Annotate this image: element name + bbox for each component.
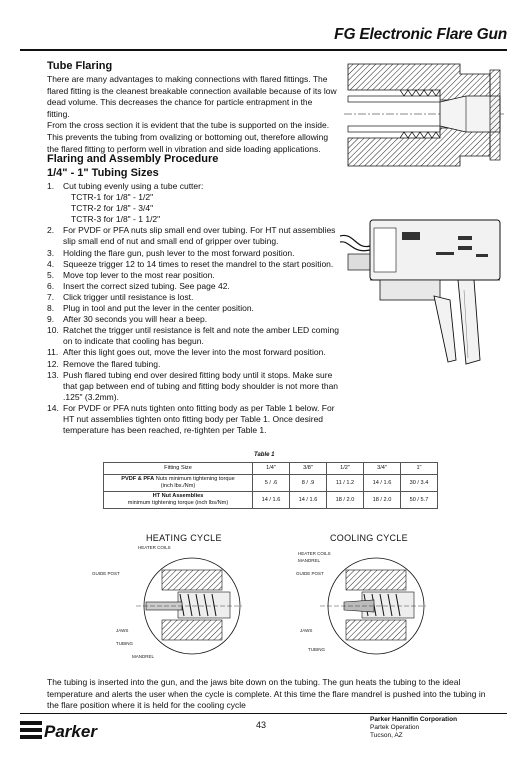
step-text: Cut tubing evenly using a tube cutter: (63, 181, 204, 191)
step-number: 1. (47, 181, 55, 191)
step-item (47, 225, 367, 247)
table-header-row (104, 463, 438, 475)
step-number: 12. (47, 358, 59, 369)
table-header-cell: 1/2" (327, 463, 364, 475)
cooling-label-mandrel: MANDREL (298, 558, 321, 563)
flared-fitting-cross-section-illustration (340, 60, 508, 170)
step-item (47, 370, 367, 403)
step-text-line: For PVDF or PFA nuts slip small end over tubing. For HT nut assemblies (63, 225, 336, 236)
heating-cycle-title: HEATING CYCLE (146, 533, 222, 543)
row-label-line2: minimum tightening torque (inch lbs/Nm) (127, 500, 229, 506)
step-number: 2. (47, 225, 55, 236)
cooling-label-guide-post: GUIDE POST (296, 571, 324, 576)
paragraph-line: temperature and alerts the user when the cycle is complete. At this time the flare mandrel is pushed into the tubing in (47, 688, 486, 699)
step-number: 3. (47, 247, 55, 258)
table-cell: 14 / 1.6 (364, 475, 401, 492)
table-row (104, 475, 438, 492)
step-item (47, 359, 367, 370)
table-cell: 18 / 2.0 (364, 492, 401, 509)
step-text-line: Insert the correct sized tubing. See page 42. (63, 280, 230, 291)
page-number: 43 (256, 720, 267, 730)
heating-label-guide-post: GUIDE POST (92, 571, 120, 576)
row-label-line2: (inch lbs./Nm) (160, 483, 196, 489)
header-rule (20, 49, 507, 51)
step-item (47, 248, 367, 259)
step-item (47, 347, 367, 358)
tube-flaring-heading: Tube Flaring (47, 60, 113, 72)
step-text-line: .125" (3.2mm). (63, 391, 119, 402)
tube-cutter-item: TCTR-1 for 1/8" - 1/2" (71, 192, 154, 203)
table-caption: Table 1 (254, 452, 275, 458)
step-text-line: temperature has been reached, re-tighten per Table 1. (63, 425, 267, 436)
step-item (47, 270, 367, 281)
step-number: 11. (47, 347, 59, 358)
tube-cutter-item: TCTR-3 for 1/8" - 1 1/2" (71, 214, 161, 225)
table-header-cell: 3/4" (364, 463, 401, 475)
table-cell: 11 / 1.2 (327, 475, 364, 492)
tube-cutter-list (47, 192, 367, 225)
step-text-line: HT nut assemblies tighten onto fitting body per Table 1. Once desired (63, 413, 324, 424)
company-operation: Partek Operation (370, 724, 420, 731)
paragraph-line: the flare position where it is held for the cooling cycle (47, 700, 246, 711)
heating-label-heater-coils: HEATER COILS (138, 545, 171, 550)
step-item (47, 281, 367, 292)
procedure-heading: Flaring and Assembly Procedure (47, 153, 219, 165)
step-text-line: For PVDF or PFA nuts tighten onto fitting body as per Table 1 below. For (63, 402, 335, 413)
table-row-label (104, 492, 253, 509)
step-text-line: on to indicate that cooling has begun. (63, 336, 204, 347)
table-header-cell: 1/4" (253, 463, 290, 475)
step-item (47, 303, 367, 314)
step-text-line: Squeeze trigger 12 to 14 times to reset the mandrel to the start position. (63, 258, 334, 269)
step-number: 13. (47, 369, 59, 380)
tightening-torque-table (103, 462, 438, 509)
step-item (47, 181, 367, 192)
step-number: 4. (47, 258, 55, 269)
parker-logo-text: Parker (44, 722, 97, 741)
step-item (47, 325, 367, 347)
company-location: Tucson, AZ (370, 732, 403, 739)
cooling-label-tubing: TUBING (308, 647, 326, 652)
step-number: 7. (47, 291, 55, 302)
step-text-line: After 30 seconds you will hear a beep. (63, 314, 208, 325)
heating-label-mandrel: MANDREL (132, 654, 155, 659)
steps-list-continued (47, 225, 367, 436)
cooling-label-heater-coils: HEATER COILS (298, 551, 331, 556)
table-cell: 8 / .9 (290, 475, 327, 492)
procedure-subheading: 1/4" - 1" Tubing Sizes (47, 167, 159, 179)
table-header-cell: 1" (401, 463, 438, 475)
step-text-line: Click trigger until resistance is lost. (63, 291, 194, 302)
cooling-cycle-diagram (314, 548, 434, 660)
step-text-line: Ratchet the trigger until resistance is felt and note the amber LED coming (63, 325, 339, 336)
table-cell: 14 / 1.6 (253, 492, 290, 509)
parker-logo (20, 718, 105, 742)
company-name: Parker Hannifin Corporation (370, 716, 458, 723)
step-number: 9. (47, 314, 55, 325)
step-item (47, 314, 367, 325)
heating-label-tubing: TUBING (116, 641, 134, 646)
table-cell: 14 / 1.6 (290, 492, 327, 509)
step-number: 5. (47, 269, 55, 280)
step-number: 14. (47, 402, 59, 413)
step-text-line: Plug in tool and put the lever in the center position. (63, 303, 254, 314)
step-item (47, 403, 367, 436)
step-text-line: that gap between end of tubing and fitting body shoulder is not more than (63, 380, 339, 391)
flare-gun-illustration (340, 210, 510, 380)
step-item (47, 292, 367, 303)
table-header-cell: Fitting Size (104, 463, 253, 475)
table-cell: 5 / .6 (253, 475, 290, 492)
step-number: 6. (47, 280, 55, 291)
row-label-rest: Nuts minimum tightening torque (154, 476, 235, 482)
company-info (370, 716, 457, 740)
paragraph-line: the flared fitting to perform well in vibration and side loading applications. (47, 143, 321, 154)
footer-rule (20, 713, 507, 714)
step-text-line: After this light goes out, move the lever into the most forward position. (63, 347, 326, 358)
step-item (47, 259, 367, 270)
paragraph-line: There are many advantages to making connections with flared fittings. The (47, 74, 328, 84)
paragraph-line: flared fitting is the cleanest breakable connection available because of its low (47, 85, 337, 96)
row-label-bold: PVDF & PFA (121, 476, 155, 482)
table-header-cell: 3/8" (290, 463, 327, 475)
step-text-line: slip small end of nut and small end of gripper over tubing. (63, 236, 279, 247)
table-row (104, 492, 438, 509)
tube-cutter-item: TCTR-2 for 1/8" - 3/4" (71, 203, 154, 214)
table-cell: 30 / 3.4 (401, 475, 438, 492)
step-text-line: Move top lever to the most rear position. (63, 269, 215, 280)
paragraph-line: dead volume. This decreases the chance for particle entrapment in the fitting. (47, 97, 313, 119)
paragraph-line: This prevents the tubing from ovalizing or bottoming out, therefore allowing (47, 131, 329, 142)
step-number: 10. (47, 325, 59, 336)
table-cell: 50 / 5.7 (401, 492, 438, 509)
steps-list (47, 181, 367, 192)
cooling-cycle-title: COOLING CYCLE (330, 533, 408, 543)
heating-cycle-diagram (130, 548, 250, 660)
step-text-line: Holding the flare gun, push lever to the most forward position. (63, 247, 295, 258)
step-number: 8. (47, 303, 55, 314)
page-header-title: FG Electronic Flare Gun (334, 26, 507, 43)
paragraph-line: The tubing is inserted into the gun, and the jaws bite down on the tubing. The gun heats the tubing to the ideal (47, 677, 461, 687)
row-label-bold: HT Nut Assemblies (152, 493, 204, 499)
table-cell: 18 / 2.0 (327, 492, 364, 509)
tube-flaring-paragraph (47, 74, 337, 155)
table-row-label (104, 475, 253, 492)
step-text-line: Remove the flared tubing. (63, 358, 161, 369)
step-text-line: Push flared tubing end over desired fitting body until it stops. Make sure (63, 369, 333, 380)
procedure-steps (47, 181, 367, 436)
cooling-label-jaws: JAWS (300, 628, 313, 633)
closing-paragraph (47, 677, 507, 712)
heating-label-jaws: JAWS (116, 628, 129, 633)
paragraph-line: From the cross section it is evident that the tube is supported on the inside. (47, 120, 330, 131)
